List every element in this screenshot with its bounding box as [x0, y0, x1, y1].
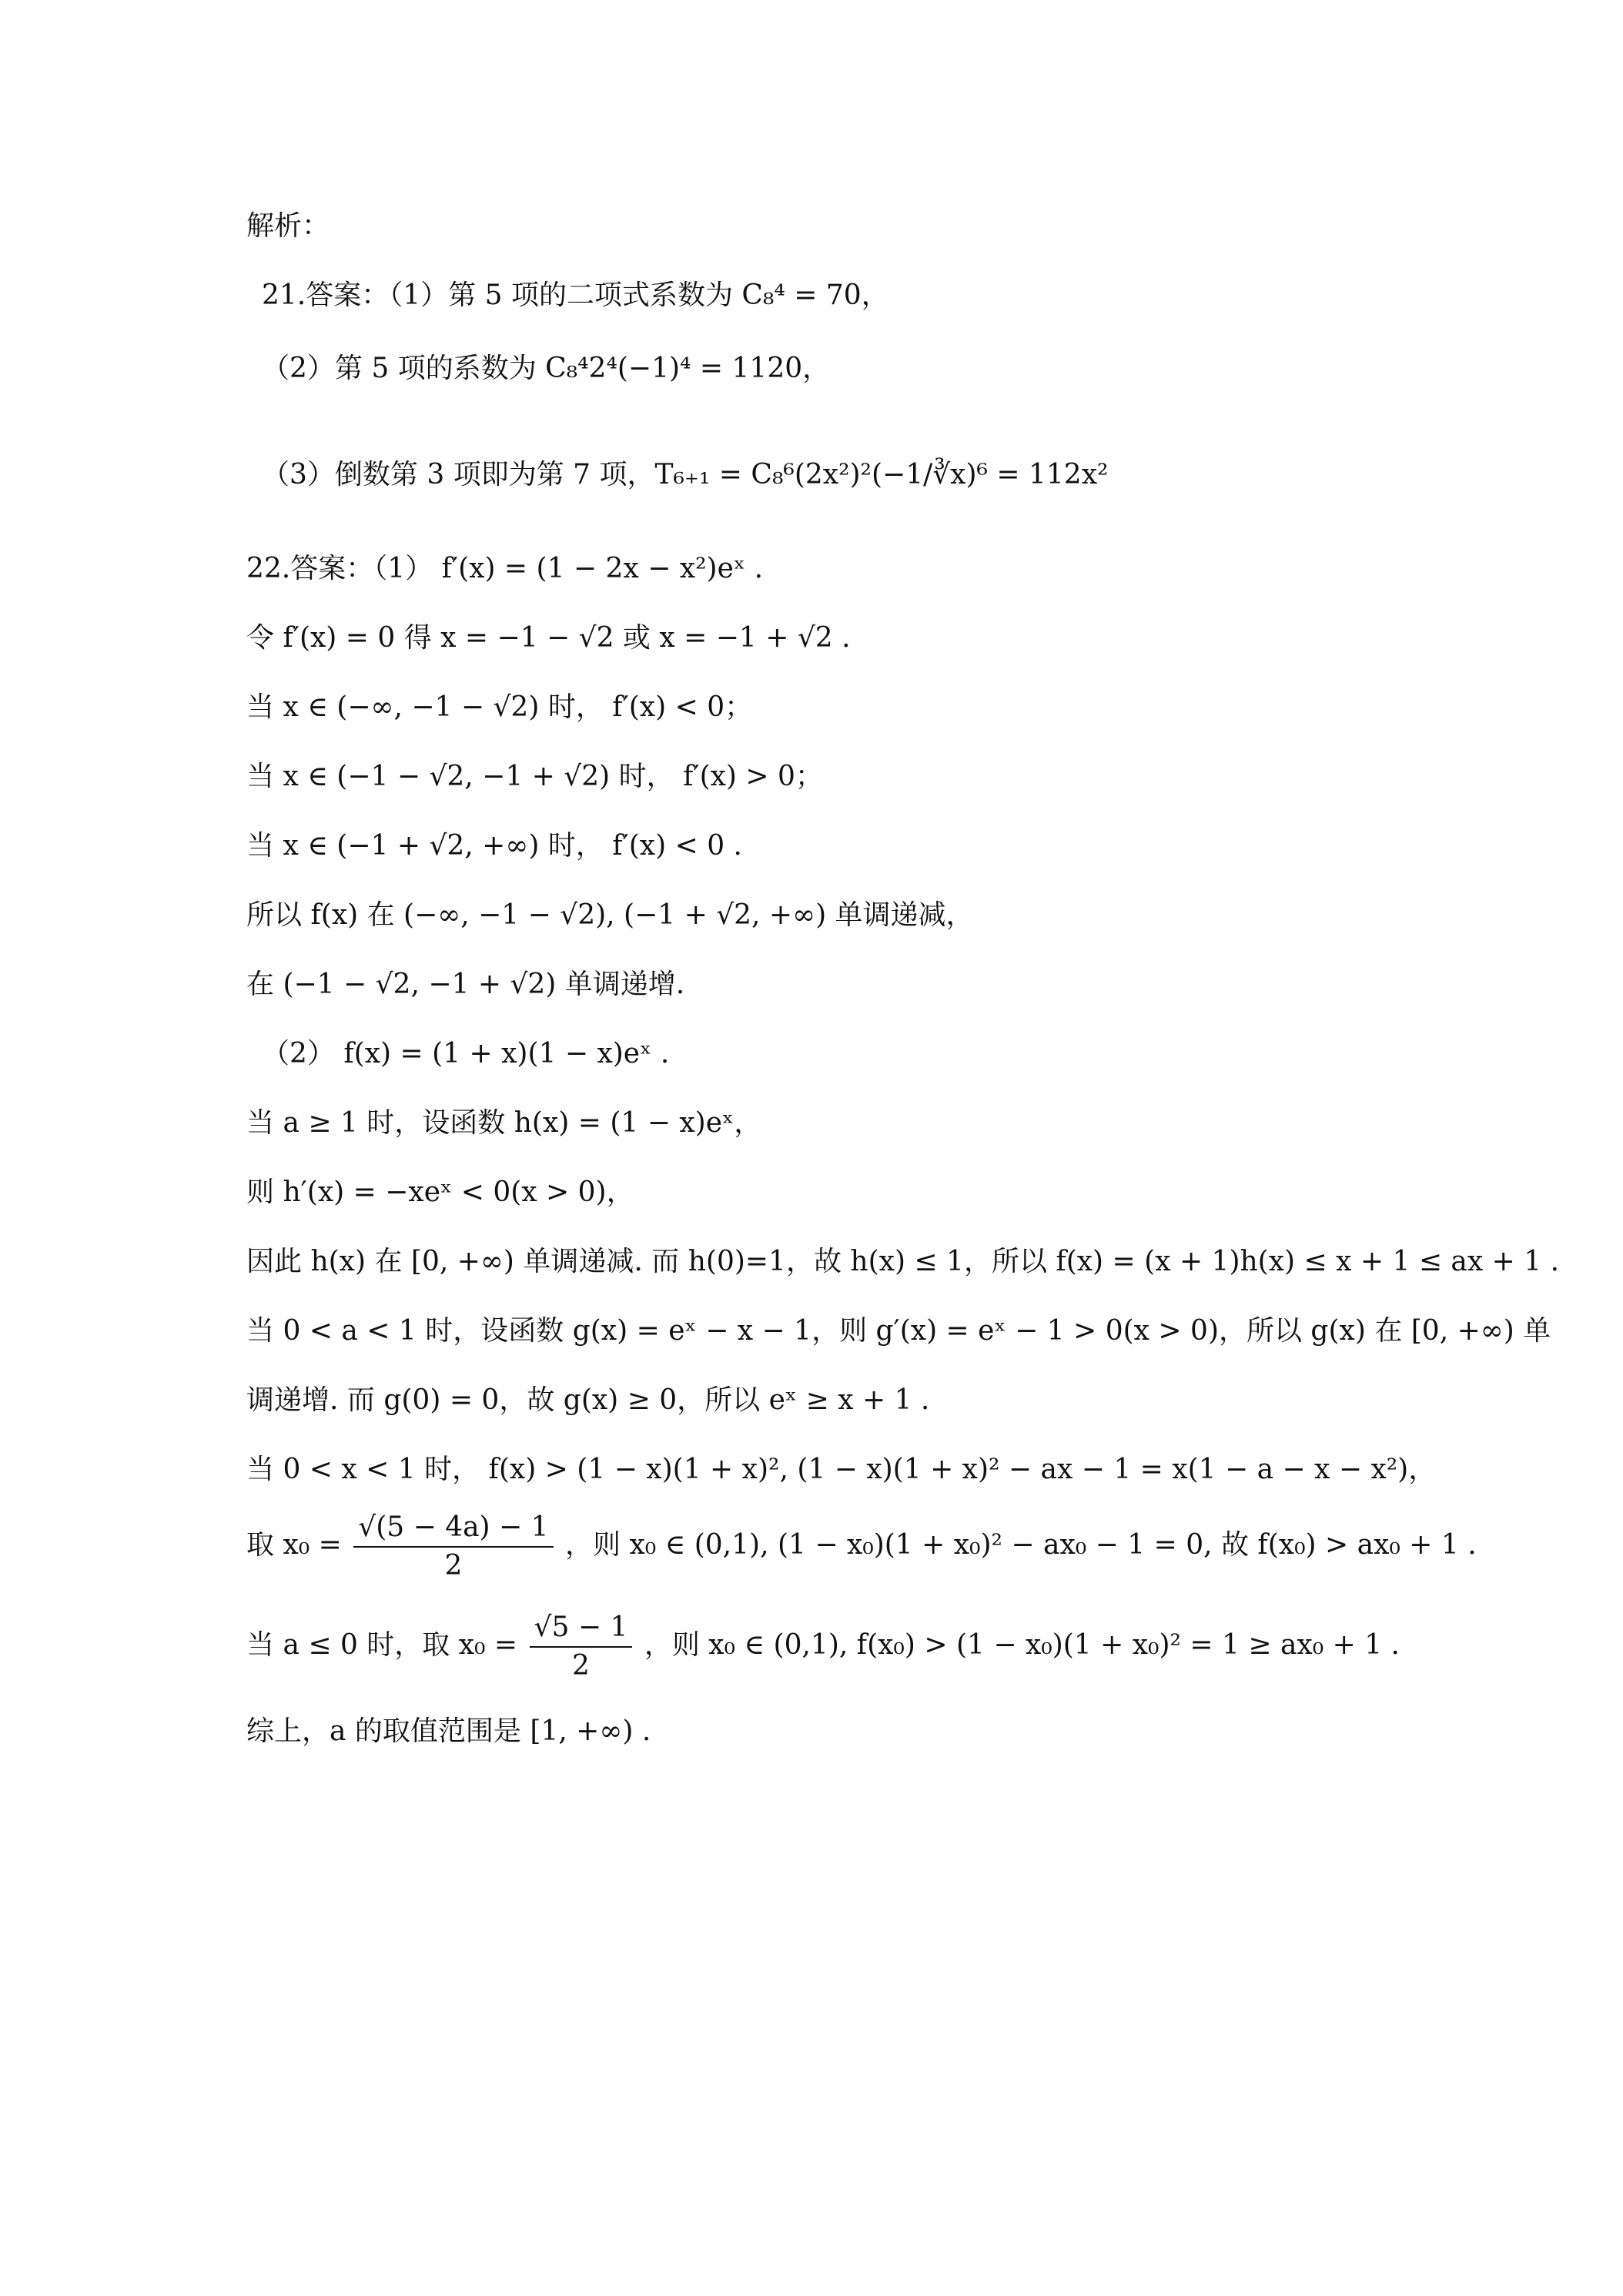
- q21-part2: （2）第 5 项的系数为 C₈⁴2⁴(−1)⁴ = 1120，: [262, 353, 831, 384]
- x0-fraction-2: [530, 1609, 633, 1685]
- q22-case-a-ge-1: 当 a ≥ 1 时，设函数 h(x) = (1 − x)eˣ，: [246, 1107, 762, 1139]
- q22-critical-points: 令 f′(x) = 0 得 x = −1 − √2 或 x = −1 + √2 .: [246, 622, 851, 654]
- q22-part1-derivative: 22.答案：（1） f′(x) = (1 − 2x − x²)eˣ .: [246, 553, 764, 584]
- x0-numerator-2: √5 − 1: [530, 1609, 633, 1648]
- q22-g-conclusion: 调递增. 而 g(0) = 0，故 g(x) ≥ 0，所以 eˣ ≥ x + 1 .: [246, 1384, 930, 1416]
- q22-h-conclusion: 因此 h(x) 在 [0, +∞) 单调递减. 而 h(0)=1，故 h(x) ≤ 1，所以 f(x) = (x + 1)h(x) ≤ x + 1 ≤ ax + 1 .: [246, 1246, 1560, 1277]
- q22-take-x0-prefix: 取 x₀ =: [246, 1529, 342, 1561]
- q22-decreasing: 所以 f(x) 在 (−∞, −1 − √2), (−1 + √2, +∞) 单调递减，: [246, 899, 974, 931]
- heading-analysis: 解析：: [246, 210, 330, 242]
- q22-interval-3: 当 x ∈ (−1 + √2, +∞) 时， f′(x) < 0 .: [246, 830, 742, 862]
- x0-denominator-2: 2: [572, 1650, 590, 1682]
- q22-h-derivative: 则 h′(x) = −xeˣ < 0(x > 0)，: [246, 1176, 634, 1208]
- x0-fraction: [353, 1509, 553, 1585]
- q22-case-a-between: 当 0 < a < 1 时，设函数 g(x) = eˣ − x − 1，则 g′(x) = eˣ − 1 > 0(x > 0)，所以 g(x) 在 [0, +∞) 单: [246, 1315, 1551, 1347]
- q22-case-a-le-0-suffix: ，则 x₀ ∈ (0,1), f(x₀) > (1 − x₀)(1 + x₀)² = 1 ≥ ax₀ + 1 .: [644, 1629, 1400, 1661]
- q22-part2-function: （2） f(x) = (1 + x)(1 − x)eˣ .: [262, 1038, 670, 1069]
- q22-case-x-between: 当 0 < x < 1 时， f(x) > (1 − x)(1 + x)², (1 − x)(1 + x)² − ax − 1 = x(1 − a − x − x²)，: [246, 1454, 1437, 1485]
- x0-denominator: 2: [444, 1550, 463, 1581]
- q22-summary: 综上，a 的取值范围是 [1, +∞) .: [246, 1715, 651, 1747]
- q21-part3: （3）倒数第 3 项即为第 7 项，T₆₊₁ = C₈⁶(2x²)²(−1/∛x)⁶ = 112x²: [262, 459, 1109, 490]
- q22-case-a-le-0-prefix: 当 a ≤ 0 时，取 x₀ =: [246, 1629, 518, 1661]
- q21-part1: 21.答案：（1）第 5 项的二项式系数为 C₈⁴ = 70，: [262, 279, 889, 311]
- q22-take-x0-line: [246, 1509, 1477, 1585]
- q22-increasing: 在 (−1 − √2, −1 + √2) 单调递增.: [246, 969, 685, 1000]
- q22-case-a-le-0-line: [246, 1609, 1400, 1685]
- x0-numerator: √(5 − 4a) − 1: [353, 1509, 553, 1548]
- q22-interval-2: 当 x ∈ (−1 − √2, −1 + √2) 时， f′(x) > 0；: [246, 761, 823, 792]
- q22-take-x0-suffix: ，则 x₀ ∈ (0,1), (1 − x₀)(1 + x₀)² − ax₀ − 1 = 0, 故 f(x₀) > ax₀ + 1 .: [565, 1529, 1477, 1561]
- q22-interval-1: 当 x ∈ (−∞, −1 − √2) 时， f′(x) < 0；: [246, 691, 753, 723]
